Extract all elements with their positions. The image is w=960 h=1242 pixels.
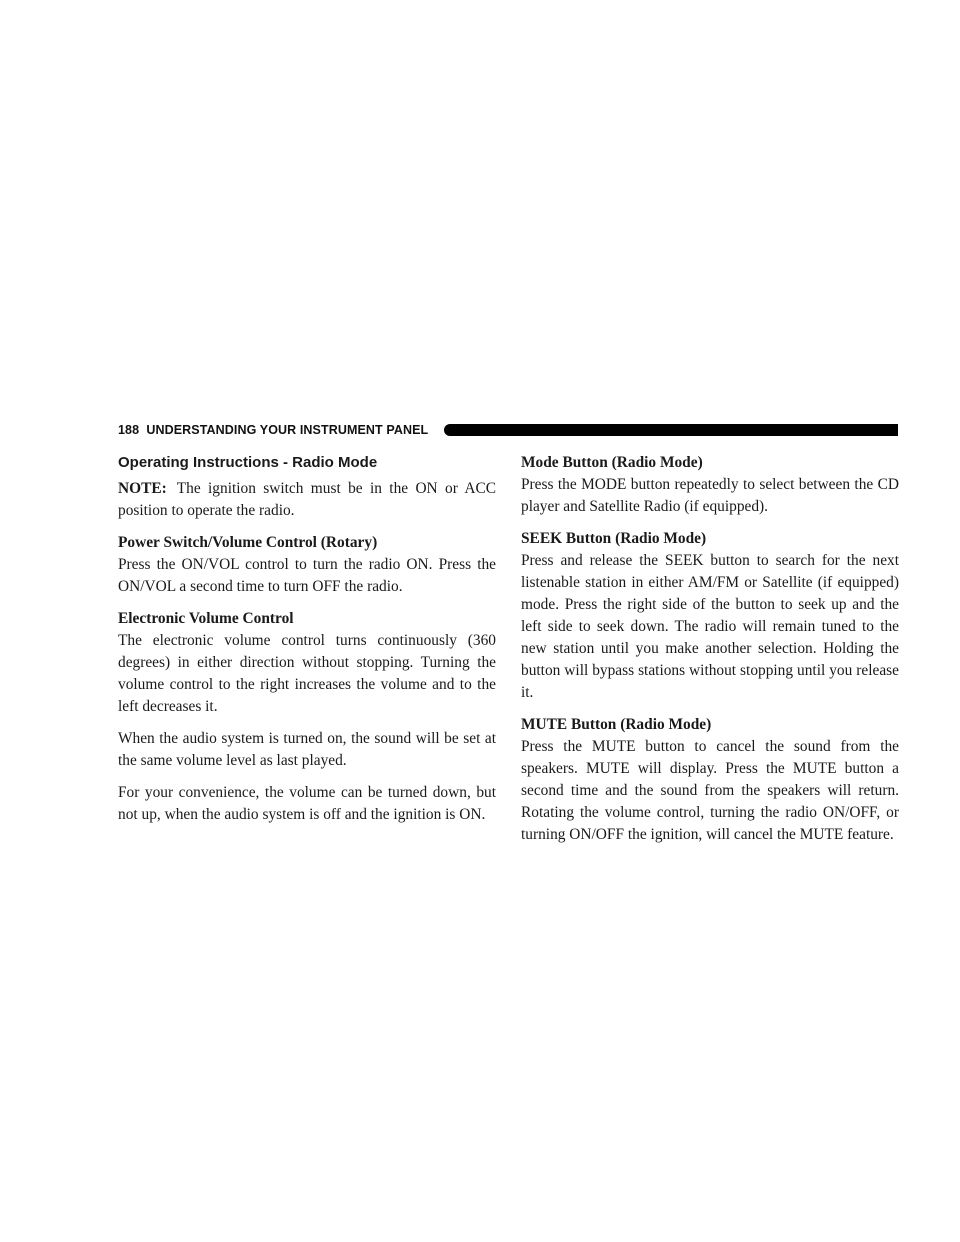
right-column — [521, 452, 899, 856]
mute-button-text: Press the MUTE button to cancel the sound from the speakers. MUTE will display. Press the MUTE button a second time and the sound from the speakers will return. Rotating the volume control, turning the radio ON/OFF, or turning ON/OFF the ignition, will cancel the MUTE feature. — [521, 738, 899, 843]
volume-control-text: The electronic volume control turns continuously (360 degrees) in either direction without stopping. Turning the volume control to the right increases the volume and to the left decreases it. — [118, 632, 496, 715]
note-text: The ignition switch must be in the ON or ACC position to operate the radio. — [118, 480, 496, 519]
seek-button-text: Press and release the SEEK button to search for the next listenable station in either AM/FM or Satellite (if equipped) mode. Press the right side of the button to seek up and the left side to seek down. The radio will remain tuned to the new station until you make another selection. Holding the button will bypass stations without stopping until you release it. — [521, 552, 899, 701]
seek-button-paragraph — [521, 528, 899, 704]
header-rule-bar — [444, 424, 898, 436]
mute-button-paragraph — [521, 714, 899, 846]
mode-button-paragraph — [521, 452, 899, 518]
note-label: NOTE: — [118, 480, 167, 497]
sound-level-paragraph: When the audio system is turned on, the sound will be set at the same volume level as last played. — [118, 730, 496, 769]
mode-button-heading: Mode Button (Radio Mode) — [521, 454, 703, 471]
page-header — [118, 422, 898, 438]
running-head — [118, 422, 428, 438]
volume-control-paragraph — [118, 608, 496, 718]
power-switch-heading: Power Switch/Volume Control (Rotary) — [118, 534, 378, 551]
note-paragraph — [118, 478, 496, 522]
convenience-paragraph: For your convenience, the volume can be turned down, but not up, when the audio system is off and the ignition is ON. — [118, 784, 496, 823]
section-title: Operating Instructions - Radio Mode — [118, 454, 378, 471]
volume-control-heading: Electronic Volume Control — [118, 610, 294, 627]
power-switch-text: Press the ON/VOL control to turn the radio ON. Press the ON/VOL a second time to turn OFF the radio. — [118, 556, 496, 595]
mute-button-heading: MUTE Button (Radio Mode) — [521, 716, 712, 733]
seek-button-heading: SEEK Button (Radio Mode) — [521, 530, 707, 547]
mode-button-text: Press the MODE button repeatedly to select between the CD player and Satellite Radio (if equipped). — [521, 476, 899, 515]
chapter-title: UNDERSTANDING YOUR INSTRUMENT PANEL — [146, 423, 429, 437]
power-switch-paragraph — [118, 532, 496, 598]
left-column — [118, 452, 496, 836]
page-number: 188 — [118, 423, 140, 437]
